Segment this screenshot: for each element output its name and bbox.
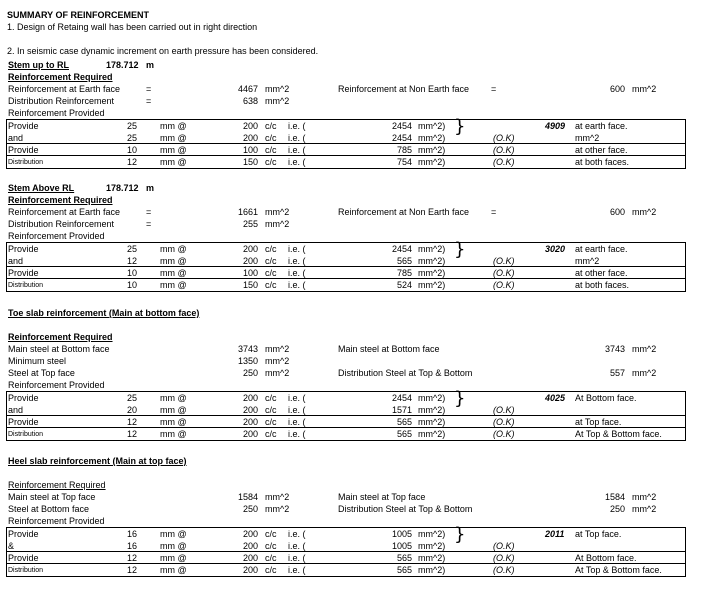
stem_up-row-note: mm^2: [575, 133, 600, 143]
stem_up-row-mm-at: mm @: [160, 121, 187, 131]
toe-row-close: mm^2): [418, 417, 446, 427]
toe-row-ie: i.e. (: [288, 405, 306, 415]
toe-row-note: At Top & Bottom face.: [575, 429, 662, 439]
heel-row-note: At Bottom face.: [575, 553, 637, 563]
stem_above-row-spacing: 200: [242, 244, 258, 254]
stem_up-row-area: 785: [396, 145, 412, 155]
toe-top-label: Steel at Top face: [8, 368, 75, 378]
stem_up-row-ok: (O.K): [493, 157, 515, 167]
toe-row-ok: (O.K): [493, 405, 515, 415]
stem_above-row-note: at other face.: [575, 268, 628, 278]
toe-right-dist-unit: mm^2: [632, 368, 657, 378]
toe-main-val: 3743: [237, 344, 258, 354]
toe-row-spacing: 200: [242, 405, 258, 415]
toe-right-main-label: Main steel at Bottom face: [338, 344, 440, 354]
note-1: 1. Design of Retaing wall has been carried out in right direction: [7, 22, 258, 32]
stem_above-rl: 178.712: [106, 183, 139, 193]
stem_above-row-dia: 12: [126, 256, 137, 266]
stem_above-earth-label: Reinforcement at Earth face: [8, 207, 121, 217]
stem_up-title: Stem up to RL: [8, 60, 69, 70]
heel-row-ie: i.e. (: [288, 553, 306, 563]
toe-row-mm-at: mm @: [160, 393, 187, 403]
stem_above-row-cc: c/c: [265, 280, 277, 290]
stem_above-row-label: Provide: [8, 268, 39, 278]
heel-row-cc: c/c: [265, 541, 277, 551]
toe-row-ok: (O.K): [493, 429, 515, 439]
stem_up-non-earth-unit: mm^2: [632, 84, 657, 94]
toe-row-ie: i.e. (: [288, 393, 306, 403]
heel-main-unit: mm^2: [265, 492, 290, 502]
heel-right-dist-unit: mm^2: [632, 504, 657, 514]
toe-row-label: Provide: [8, 417, 39, 427]
heel-row-area: 565: [396, 565, 412, 575]
stem_above-reinf-required: Reinforcement Required: [8, 195, 113, 205]
heel-row-close: mm^2): [418, 541, 446, 551]
heel-row-label: Provide: [8, 529, 39, 539]
toe-total: 4025: [545, 393, 566, 403]
stem_up-eq: =: [491, 84, 497, 94]
heel-right-main-val: 1584: [604, 492, 625, 502]
stem_up-row-mm-at: mm @: [160, 145, 187, 155]
heel-row-ok: (O.K): [493, 565, 515, 575]
stem_above-non-earth-label: Reinforcement at Non Earth face: [338, 207, 470, 217]
toe-row-ie: i.e. (: [288, 429, 306, 439]
stem_up-row-ie: i.e. (: [288, 121, 306, 131]
stem_above-earth-val: 1661: [237, 207, 258, 217]
heel-reinf-provided: Reinforcement Provided: [8, 516, 105, 526]
stem_up-non-earth-val: 600: [609, 84, 625, 94]
stem_above-row-cc: c/c: [265, 268, 277, 278]
stem_up-row-close: mm^2): [418, 133, 446, 143]
heel-row-spacing: 200: [242, 565, 258, 575]
stem_up-row-ok: (O.K): [493, 133, 515, 143]
toe-row-close: mm^2): [418, 393, 446, 403]
stem_up-row-area: 754: [396, 157, 412, 167]
stem_up-reinf-required: Reinforcement Required: [8, 72, 113, 82]
heel-row-label: &: [8, 541, 15, 551]
stem_above-row-mm-at: mm @: [160, 268, 187, 278]
stem_above-row-mm-at: mm @: [160, 244, 187, 254]
heel-row-ie: i.e. (: [288, 529, 306, 539]
stem_above-row-area: 524: [396, 280, 412, 290]
stem_up-rl: 178.712: [106, 60, 139, 70]
stem_up-row-dia: 12: [126, 157, 137, 167]
heel-row-note: At Top & Bottom face.: [575, 565, 662, 575]
heel-row-spacing: 200: [242, 541, 258, 551]
stem_up-rl-unit: m: [146, 60, 155, 70]
stem_up-row-cc: c/c: [265, 157, 277, 167]
stem_up-row-label: and: [8, 133, 24, 143]
stem_up-row-cc: c/c: [265, 133, 277, 143]
toe-reinf-provided: Reinforcement Provided: [8, 380, 105, 390]
heel-row-ok: (O.K): [493, 541, 515, 551]
toe-brace-icon: }: [454, 388, 466, 409]
stem_up-dist-unit: mm^2: [265, 96, 290, 106]
heel-row-label: Provide: [8, 553, 39, 563]
toe-row-area: 565: [396, 429, 412, 439]
stem_up-earth-val: 4467: [237, 84, 258, 94]
heel-main-label: Main steel at Top face: [8, 492, 96, 502]
stem_above-row-ok: (O.K): [493, 268, 515, 278]
stem_up-row-note: at both faces.: [575, 157, 630, 167]
heel-row-dia: 12: [126, 553, 137, 563]
heel-right-dist-val: 250: [609, 504, 625, 514]
toe-row-dia: 12: [126, 429, 137, 439]
heel-row-cc: c/c: [265, 553, 277, 563]
heel-row-mm-at: mm @: [160, 529, 187, 539]
stem_up-eq: =: [146, 96, 152, 106]
toe-min-val: 1350: [237, 356, 258, 366]
stem_above-row-close: mm^2): [418, 244, 446, 254]
toe-right-main-unit: mm^2: [632, 344, 657, 354]
stem_above-dist-label: Distribution Reinforcement: [8, 219, 115, 229]
stem_above-row-ok: (O.K): [493, 256, 515, 266]
stem_up-row-cc: c/c: [265, 145, 277, 155]
toe-reinf-required: Reinforcement Required: [8, 332, 113, 342]
stem_above-row-dia: 10: [126, 280, 137, 290]
stem_up-dist-label: Distribution Reinforcement: [8, 96, 115, 106]
stem_above-row-cc: c/c: [265, 256, 277, 266]
stem_up-row-close: mm^2): [418, 145, 446, 155]
toe-row-ok: (O.K): [493, 417, 515, 427]
stem_above-row-ok: (O.K): [493, 280, 515, 290]
note-2: 2. In seismic case dynamic increment on earth pressure has been considered.: [7, 46, 319, 56]
stem_up-row-ie: i.e. (: [288, 145, 306, 155]
toe-top-val: 250: [242, 368, 258, 378]
stem_above-row-mm-at: mm @: [160, 280, 187, 290]
toe-row-area: 2454: [391, 393, 412, 403]
toe-row-mm-at: mm @: [160, 429, 187, 439]
toe-right-dist-label: Distribution Steel at Top & Bottom: [338, 368, 473, 378]
stem_above-row-area: 2454: [391, 244, 412, 254]
stem_up-row-cc: c/c: [265, 121, 277, 131]
toe-row-close: mm^2): [418, 429, 446, 439]
toe-main-unit: mm^2: [265, 344, 290, 354]
stem_above-row-ie: i.e. (: [288, 256, 306, 266]
stem_up-row-close: mm^2): [418, 157, 446, 167]
heel-row-mm-at: mm @: [160, 541, 187, 551]
toe-row-spacing: 200: [242, 393, 258, 403]
toe-row-label: Distribution: [8, 431, 44, 438]
heel-bottom-label: Steel at Bottom face: [8, 504, 90, 514]
heel-right-main-label: Main steel at Top face: [338, 492, 426, 502]
stem_above-eq: =: [146, 207, 152, 217]
stem_above-reinf-provided: Reinforcement Provided: [8, 231, 105, 241]
heel-row-cc: c/c: [265, 565, 277, 575]
stem_up-brace-icon: }: [454, 116, 466, 137]
stem_above-row-cc: c/c: [265, 244, 277, 254]
stem_up-row-spacing: 150: [242, 157, 258, 167]
stem_above-row-note: mm^2: [575, 256, 600, 266]
stem_up-row-dia: 25: [126, 133, 137, 143]
heel-bottom-val: 250: [242, 504, 258, 514]
stem_above-non-earth-unit: mm^2: [632, 207, 657, 217]
stem_up-row-dia: 10: [126, 145, 137, 155]
heel-row-mm-at: mm @: [160, 553, 187, 563]
heel-row-spacing: 200: [242, 529, 258, 539]
stem_above-row-ie: i.e. (: [288, 244, 306, 254]
stem_above-row-close: mm^2): [418, 280, 446, 290]
summary-title: SUMMARY OF REINFORCEMENT: [7, 10, 150, 20]
stem_above-row-close: mm^2): [418, 268, 446, 278]
heel-row-label: Distribution: [8, 567, 44, 574]
toe-row-dia: 20: [126, 405, 137, 415]
stem_up-row-note: at earth face.: [575, 121, 628, 131]
heel-row-spacing: 200: [242, 553, 258, 563]
toe-row-note: at Top face.: [575, 417, 622, 427]
heel-main-val: 1584: [237, 492, 258, 502]
stem_up-row-area: 2454: [391, 133, 412, 143]
stem_above-row-label: Provide: [8, 244, 39, 254]
stem_above-rl-unit: m: [146, 183, 155, 193]
stem_above-row-area: 785: [396, 268, 412, 278]
stem_up-row-mm-at: mm @: [160, 157, 187, 167]
stem_above-row-note: at both faces.: [575, 280, 630, 290]
heel-row-dia: 12: [126, 565, 137, 575]
toe-row-mm-at: mm @: [160, 405, 187, 415]
heel-row-ok: (O.K): [493, 553, 515, 563]
stem_above-row-area: 565: [396, 256, 412, 266]
heel-row-area: 565: [396, 553, 412, 563]
stem_above-row-label: and: [8, 256, 24, 266]
toe-title: Toe slab reinforcement (Main at bottom face): [8, 308, 200, 318]
stem_above-row-close: mm^2): [418, 256, 446, 266]
toe-row-spacing: 200: [242, 429, 258, 439]
heel-row-dia: 16: [126, 541, 137, 551]
toe-row-ie: i.e. (: [288, 417, 306, 427]
toe-row-label: Provide: [8, 393, 39, 403]
heel-row-area: 1005: [391, 541, 412, 551]
stem_up-row-ie: i.e. (: [288, 157, 306, 167]
stem_up-row-spacing: 200: [242, 121, 258, 131]
stem_up-row-ok: (O.K): [493, 145, 515, 155]
stem_above-row-ie: i.e. (: [288, 280, 306, 290]
heel-row-close: mm^2): [418, 553, 446, 563]
stem_up-row-label: Provide: [8, 145, 39, 155]
stem_up-row-spacing: 200: [242, 133, 258, 143]
toe-row-cc: c/c: [265, 393, 277, 403]
toe-right-dist-val: 557: [609, 368, 625, 378]
heel-row-mm-at: mm @: [160, 565, 187, 575]
toe-row-dia: 25: [126, 393, 137, 403]
heel-total: 2011: [545, 529, 565, 539]
stem_above-row-dia: 10: [126, 268, 137, 278]
toe-row-dia: 12: [126, 417, 137, 427]
toe-row-label: and: [8, 405, 24, 415]
toe-min-unit: mm^2: [265, 356, 290, 366]
stem_up-reinf-provided: Reinforcement Provided: [8, 108, 105, 118]
stem_above-title: Stem Above RL: [8, 183, 75, 193]
heel-row-note: at Top face.: [575, 529, 622, 539]
stem_up-row-area: 2454: [391, 121, 412, 131]
stem_above-row-dia: 25: [126, 244, 137, 254]
toe-min-label: Minimum steel: [8, 356, 67, 366]
stem_above-dist-val: 255: [242, 219, 258, 229]
stem_above-non-earth-val: 600: [609, 207, 625, 217]
stem_above-earth-unit: mm^2: [265, 207, 290, 217]
toe-row-cc: c/c: [265, 429, 277, 439]
stem_above-dist-unit: mm^2: [265, 219, 290, 229]
stem_up-row-note: at other face.: [575, 145, 628, 155]
stem_above-row-note: at earth face.: [575, 244, 628, 254]
heel-row-dia: 16: [126, 529, 137, 539]
stem_above-brace-icon: }: [454, 239, 466, 260]
stem_above-row-spacing: 100: [242, 268, 258, 278]
toe-row-note: At Bottom face.: [575, 393, 637, 403]
toe-row-close: mm^2): [418, 405, 446, 415]
toe-row-area: 1571: [391, 405, 412, 415]
toe-top-unit: mm^2: [265, 368, 290, 378]
stem_above-eq: =: [491, 207, 497, 217]
stem_up-row-label: Provide: [8, 121, 39, 131]
heel-title: Heel slab reinforcement (Main at top face): [8, 456, 187, 466]
stem_up-row-spacing: 100: [242, 145, 258, 155]
heel-row-ie: i.e. (: [288, 541, 306, 551]
toe-row-mm-at: mm @: [160, 417, 187, 427]
toe-right-main-val: 3743: [604, 344, 625, 354]
heel-row-close: mm^2): [418, 565, 446, 575]
stem_above-total: 3020: [545, 244, 566, 254]
stem_up-row-mm-at: mm @: [160, 133, 187, 143]
stem_up-row-label: Distribution: [8, 159, 44, 166]
toe-row-spacing: 200: [242, 417, 258, 427]
stem_up-row-dia: 25: [126, 121, 137, 131]
stem_up-earth-label: Reinforcement at Earth face: [8, 84, 121, 94]
stem_above-row-spacing: 150: [242, 280, 258, 290]
stem_up-non-earth-label: Reinforcement at Non Earth face: [338, 84, 470, 94]
stem_above-row-spacing: 200: [242, 256, 258, 266]
toe-main-label: Main steel at Bottom face: [8, 344, 110, 354]
stem_up-row-ie: i.e. (: [288, 133, 306, 143]
stem_above-row-ie: i.e. (: [288, 268, 306, 278]
heel-bottom-unit: mm^2: [265, 504, 290, 514]
stem_up-row-close: mm^2): [418, 121, 446, 131]
heel-reinf-required: Reinforcement Required: [8, 480, 106, 490]
heel-row-cc: c/c: [265, 529, 277, 539]
stem_above-row-label: Distribution: [8, 282, 44, 289]
stem_above-row-mm-at: mm @: [160, 256, 187, 266]
toe-row-area: 565: [396, 417, 412, 427]
stem_up-dist-val: 638: [242, 96, 258, 106]
heel-brace-icon: }: [454, 524, 466, 545]
stem_above-eq: =: [146, 219, 152, 229]
heel-row-close: mm^2): [418, 529, 446, 539]
stem_up-eq: =: [146, 84, 152, 94]
stem_up-total: 4909: [545, 121, 566, 131]
stem_up-earth-unit: mm^2: [265, 84, 290, 94]
heel-right-main-unit: mm^2: [632, 492, 657, 502]
toe-row-cc: c/c: [265, 405, 277, 415]
heel-row-area: 1005: [391, 529, 412, 539]
heel-right-dist-label: Distribution Steel at Top & Bottom: [338, 504, 473, 514]
toe-row-cc: c/c: [265, 417, 277, 427]
heel-row-ie: i.e. (: [288, 565, 306, 575]
